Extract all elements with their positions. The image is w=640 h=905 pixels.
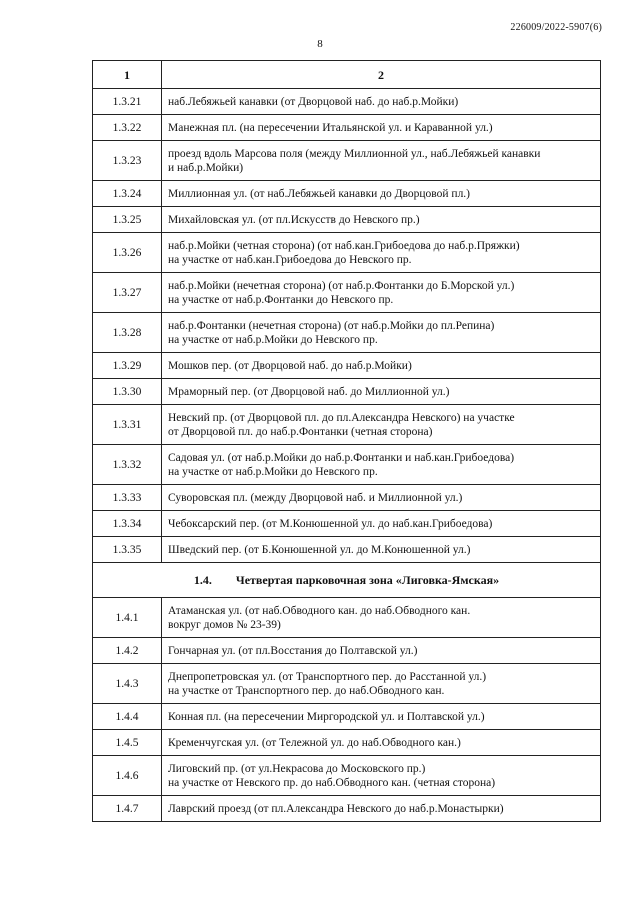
column-header-number: 1: [93, 61, 162, 89]
table-row: [93, 485, 601, 511]
section-row: [93, 563, 601, 598]
description-line: наб.р.Мойки (четная сторона) (от наб.кан.Грибоедова до наб.р.Пряжки): [168, 239, 520, 252]
row-description: [162, 353, 601, 379]
row-description: [162, 313, 601, 353]
description-line: на участке от наб.р.Мойки до Невского пр.: [168, 333, 378, 346]
row-number: 1.4.5: [93, 730, 162, 756]
description-line: Чебоксарский пер. (от М.Конюшенной ул. до наб.кан.Грибоедова): [168, 517, 493, 530]
section-number: 1.4.: [193, 573, 212, 587]
description-line: Михайловская ул. (от пл.Искусств до Невского пр.): [168, 213, 420, 226]
description-line: вокруг домов № 23-39): [168, 618, 281, 631]
table-row: [93, 537, 601, 563]
row-number: 1.4.2: [93, 638, 162, 664]
description-line: на участке от наб.р.Мойки до Невского пр.: [168, 465, 378, 478]
row-description: [162, 796, 601, 822]
row-description: [162, 664, 601, 704]
table-row: [93, 89, 601, 115]
streets-table: [92, 60, 601, 822]
row-description: [162, 537, 601, 563]
row-number: 1.4.6: [93, 756, 162, 796]
description-line: на участке от наб.кан.Грибоедова до Невского пр.: [168, 253, 412, 266]
table-row: [93, 115, 601, 141]
row-description: [162, 141, 601, 181]
column-header-description: 2: [162, 61, 601, 89]
table-row: [93, 598, 601, 638]
table-row: [93, 405, 601, 445]
row-description: [162, 89, 601, 115]
description-line: Суворовская пл. (между Дворцовой наб. и Миллионной ул.): [168, 491, 463, 504]
row-number: 1.3.30: [93, 379, 162, 405]
description-line: Атаманская ул. (от наб.Обводного кан. до наб.Обводного кан.: [168, 604, 471, 617]
row-description: [162, 511, 601, 537]
table-row: [93, 141, 601, 181]
row-description: [162, 207, 601, 233]
table-header-row: [93, 61, 601, 89]
row-number: 1.4.1: [93, 598, 162, 638]
description-line: на участке от Транспортного пер. до наб.Обводного кан.: [168, 684, 445, 697]
description-line: Лиговский пр. (от ул.Некрасова до Московского пр.): [168, 762, 426, 775]
description-line: Кременчугская ул. (от Тележной ул. до наб.Обводного кан.): [168, 736, 461, 749]
table-row: [93, 730, 601, 756]
row-number: 1.3.22: [93, 115, 162, 141]
table-row: [93, 704, 601, 730]
row-number: 1.3.35: [93, 537, 162, 563]
table-row: [93, 379, 601, 405]
row-number: 1.3.29: [93, 353, 162, 379]
description-line: Днепропетровская ул. (от Транспортного пер. до Расстанной ул.): [168, 670, 487, 683]
row-number: 1.4.7: [93, 796, 162, 822]
table-row: [93, 756, 601, 796]
table-row: [93, 353, 601, 379]
description-line: на участке от наб.р.Фонтанки до Невского пр.: [168, 293, 394, 306]
row-number: 1.3.24: [93, 181, 162, 207]
description-line: Конная пл. (на пересечении Миргородской ул. и Полтавской ул.): [168, 710, 485, 723]
row-description: [162, 233, 601, 273]
table-row: [93, 445, 601, 485]
table-row: [93, 511, 601, 537]
row-number: 1.3.31: [93, 405, 162, 445]
section-heading: [93, 563, 601, 598]
row-number: 1.3.27: [93, 273, 162, 313]
row-description: [162, 730, 601, 756]
table-row: [93, 638, 601, 664]
page-number: 8: [317, 38, 323, 50]
table-row: [93, 664, 601, 704]
row-description: [162, 485, 601, 511]
row-number: 1.3.28: [93, 313, 162, 353]
row-description: [162, 598, 601, 638]
description-line: наб.р.Фонтанки (нечетная сторона) (от наб.р.Мойки до пл.Репина): [168, 319, 495, 332]
table-row: [93, 796, 601, 822]
table-row: [93, 181, 601, 207]
document-number: 226009/2022-5907(6): [510, 22, 602, 33]
row-number: 1.3.34: [93, 511, 162, 537]
description-line: проезд вдоль Марсова поля (между Миллионной ул., наб.Лебяжьей канавки: [168, 147, 541, 160]
description-line: Шведский пер. (от Б.Конюшенной ул. до М.Конюшенной ул.): [168, 543, 471, 556]
row-description: [162, 181, 601, 207]
description-line: Мошков пер. (от Дворцовой наб. до наб.р.Мойки): [168, 359, 412, 372]
table-row: [93, 273, 601, 313]
description-line: и наб.р.Мойки): [168, 161, 244, 174]
row-number: 1.3.21: [93, 89, 162, 115]
row-number: 1.3.26: [93, 233, 162, 273]
row-description: [162, 115, 601, 141]
description-line: наб.Лебяжьей канавки (от Дворцовой наб. до наб.р.Мойки): [168, 95, 459, 108]
row-description: [162, 405, 601, 445]
table-row: [93, 207, 601, 233]
description-line: Миллионная ул. (от наб.Лебяжьей канавки до Дворцовой пл.): [168, 187, 471, 200]
table-row: [93, 233, 601, 273]
row-description: [162, 273, 601, 313]
row-number: 1.3.23: [93, 141, 162, 181]
description-line: наб.р.Мойки (нечетная сторона) (от наб.р.Фонтанки до Б.Морской ул.): [168, 279, 515, 292]
description-line: Садовая ул. (от наб.р.Мойки до наб.р.Фонтанки и наб.кан.Грибоедова): [168, 451, 515, 464]
description-line: Гончарная ул. (от пл.Восстания до Полтавской ул.): [168, 644, 418, 657]
row-number: 1.3.25: [93, 207, 162, 233]
description-line: Манежная пл. (на пересечении Итальянской ул. и Караванной ул.): [168, 121, 493, 134]
row-number: 1.4.3: [93, 664, 162, 704]
description-line: Лаврский проезд (от пл.Александра Невского до наб.р.Монастырки): [168, 802, 504, 815]
description-line: от Дворцовой пл. до наб.р.Фонтанки (четная сторона): [168, 425, 433, 438]
row-description: [162, 445, 601, 485]
description-line: на участке от Невского пр. до наб.Обводного кан. (четная сторона): [168, 776, 496, 789]
row-description: [162, 756, 601, 796]
section-title: Четвертая парковочная зона «Лиговка-Ямская»: [235, 573, 500, 587]
row-number: 1.4.4: [93, 704, 162, 730]
description-line: Невский пр. (от Дворцовой пл. до пл.Александра Невского) на участке: [168, 411, 515, 424]
row-number: 1.3.33: [93, 485, 162, 511]
row-description: [162, 704, 601, 730]
row-number: 1.3.32: [93, 445, 162, 485]
row-description: [162, 379, 601, 405]
table-row: [93, 313, 601, 353]
row-description: [162, 638, 601, 664]
description-line: Мраморный пер. (от Дворцовой наб. до Миллионной ул.): [168, 385, 450, 398]
